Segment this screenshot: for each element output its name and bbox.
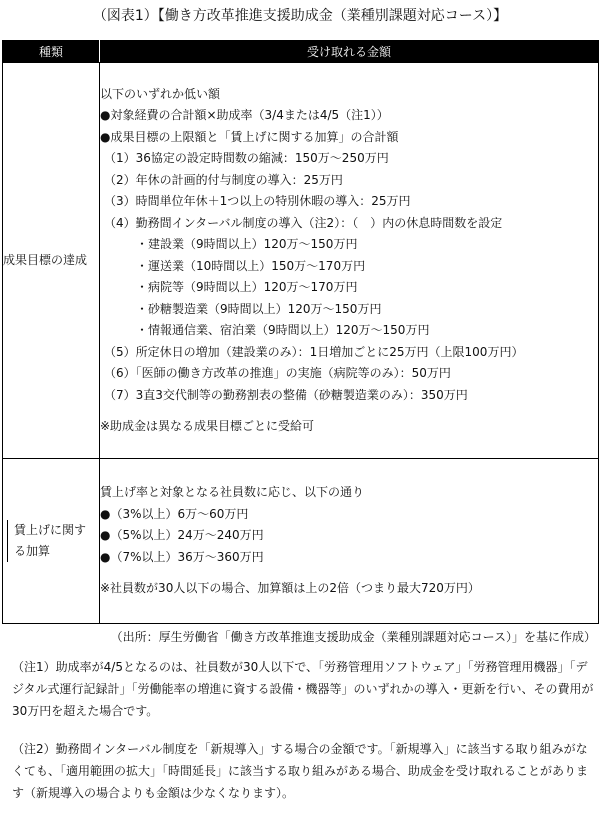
row-label-goal: 成果目標の達成 — [3, 63, 100, 459]
table-header-row — [3, 41, 599, 63]
content-line: 賃上げ率と対象となる社員数に応じ、以下の通り — [100, 485, 365, 500]
content-line: ●対象経費の合計額×助成率（3/4または4/5（注1）） — [100, 108, 389, 122]
footnote-1: （注1）助成率が4/5となるのは、社員数が30人以下で、「労務管理用ソフトウェア」「労務管理用機器」「デジタル式運行記録計」「労働能率の増進に資する設備・機器等」のいずれかの導入・更新を行い、その費用が30万円を超えた場合です。 — [12, 660, 594, 718]
content-line: ●（5%以上）24万～240万円 — [100, 528, 264, 543]
content-line: ・砂糖製造業（9時間以上）120万～150万円 — [136, 301, 382, 316]
row-label-wage-line2: る加算 — [14, 544, 51, 558]
table-row-goal — [3, 63, 599, 459]
header-amount: 受け取れる金額 — [100, 41, 599, 63]
content-line: （7）3直3交代制等の勤務割表の整備（砂糖製造業のみ）：350万円 — [104, 387, 468, 402]
content-line: （4）勤務間インターバル制度の導入（注2）：（ ）内の休息時間数を設定 — [104, 215, 503, 230]
table-row-wage — [3, 459, 599, 624]
content-note: ※社員数が30人以下の場合、加算額は上の2倍（つまり最大720万円） — [100, 581, 480, 596]
header-type: 種類 — [3, 41, 100, 63]
row-content-wage — [100, 459, 599, 624]
content-line: ●（3%以上）6万～60万円 — [100, 506, 249, 521]
content-line: ・病院等（9時間以上）120万～170万円 — [136, 280, 358, 294]
content-line: （6）「医師の働き方改革の推進」の実施（病院等のみ）：50万円 — [104, 366, 451, 380]
content-line: ・運送業（10時間以上）150万～170万円 — [136, 258, 366, 273]
content-line: （1）36協定の設定時間数の縮減：150万～250万円 — [104, 151, 389, 165]
content-note: ※助成金は異なる成果目標ごとに受給可 — [100, 419, 315, 433]
footnote-2: （注2）勤務間インターバル制度を「新規導入」する場合の金額です。「新規導入」に該当する取り組みがなくても、「適用範囲の拡大」「時間延長」に該当する取り組みがある場合、助成金を受け取れることがあります（新規導入の場合よりも金額は少なくなります）。 — [12, 742, 589, 800]
content-line: ●成果目標の上限額と「賃上げに関する加算」の合計額 — [100, 129, 399, 144]
content-line: ・建設業（9時間以上）120万～150万円 — [136, 237, 358, 251]
content-line: ●（7%以上）36万～360万円 — [100, 549, 264, 564]
content-line: （5）所定休日の増加（建設業のみ）：1日増加ごとに25万円（上限100万円） — [104, 344, 524, 359]
content-line: ・情報通信業、宿泊業（9時間以上）120万～150万円 — [136, 323, 430, 337]
content-line: （3）時間単位年休＋1つ以上の特別休暇の導入：25万円 — [104, 194, 411, 208]
source-citation: （出所：厚生労働省「働き方改革推進支援助成金（業種別課題対応コース）」を基に作成） — [110, 630, 596, 644]
page-title: （図表1）【働き方改革推進支援助成金（業種別課題対応コース）】 — [92, 8, 508, 24]
row-label-wage-line1: 賃上げに関す — [14, 523, 87, 537]
content-line: （2）年休の計画的付与制度の導入：25万円 — [104, 172, 343, 187]
content-line: 以下のいずれか低い額 — [100, 86, 221, 101]
row-content-goal — [100, 63, 599, 459]
row-label-wage — [3, 459, 100, 624]
subsidy-table — [2, 40, 599, 624]
